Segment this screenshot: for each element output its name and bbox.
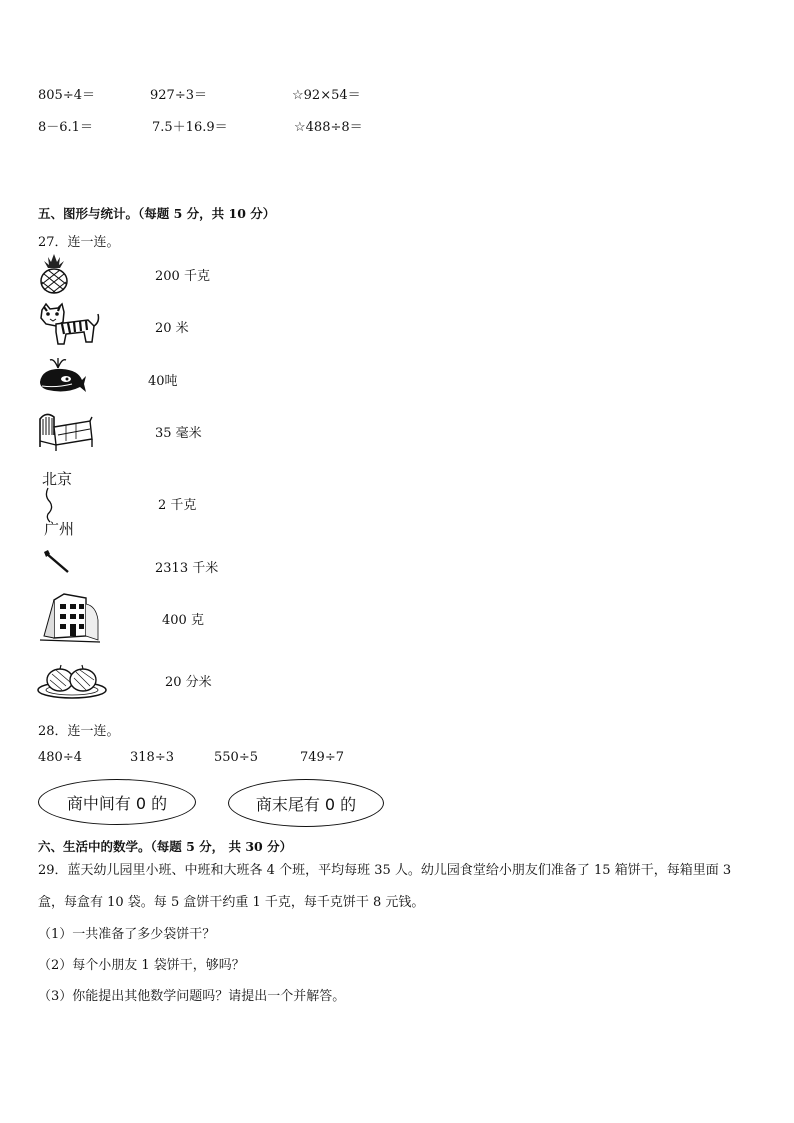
division-550-5: 550÷5 bbox=[214, 750, 258, 765]
oval-quotient-middle-zero[interactable] bbox=[38, 779, 196, 825]
calc-92-times-54: ☆92×54＝ bbox=[292, 88, 361, 103]
calc-805-div-4: 805÷4＝ bbox=[38, 88, 95, 103]
question-29-sub-2: （2）每个小朋友 1 袋饼干，够吗？ bbox=[38, 958, 245, 973]
unit-label-2: 20 米 bbox=[155, 321, 189, 336]
question-29-sub-1: （1）一共准备了多少袋饼干？ bbox=[38, 927, 216, 942]
section-5-header: 五、图形与统计。（每题 5 分，共 10 分） bbox=[38, 206, 276, 221]
question-29-line-2: 盒，每盒有 10 袋。每 5 盒饼干约重 1 千克，每千克饼干 8 元钱。 bbox=[38, 895, 425, 910]
map-label-beijing: 北京 bbox=[42, 470, 73, 488]
section-6-header: 六、生活中的数学。（每题 5 分， 共 30 分） bbox=[38, 839, 293, 854]
oval-quotient-end-zero-label: 商末尾有 0 的 bbox=[255, 794, 357, 814]
whale-icon bbox=[36, 354, 88, 394]
tiger-icon bbox=[36, 302, 102, 348]
map-route-icon bbox=[36, 462, 86, 540]
oval-quotient-end-zero[interactable] bbox=[228, 779, 384, 827]
building-icon bbox=[38, 590, 100, 644]
map-label-guangzhou: 广州 bbox=[44, 520, 75, 538]
unit-label-1: 200 千克 bbox=[155, 269, 210, 284]
calc-927-div-3: 927÷3＝ bbox=[150, 88, 207, 103]
pineapple-icon bbox=[36, 252, 72, 294]
question-29-line-1: 29．蓝天幼儿园里小班、中班和大班各 4 个班，平均每班 35 人。幼儿园食堂给小朋友们准备了 15 箱饼干，每箱里面 3 bbox=[38, 863, 732, 878]
unit-label-7: 400 克 bbox=[162, 613, 204, 628]
question-29-sub-3: （3）你能提出其他数学问题吗？请提出一个并解答。 bbox=[38, 989, 346, 1004]
unit-label-8: 20 分米 bbox=[165, 675, 212, 690]
calc-8-minus-6-1: 8－6.1＝ bbox=[38, 120, 93, 135]
bed-icon bbox=[36, 405, 96, 451]
question-27: 27．连一连。 bbox=[38, 235, 120, 250]
calc-7-5-plus-16-9: 7.5＋16.9＝ bbox=[152, 120, 228, 135]
unit-label-5: 2 千克 bbox=[158, 498, 197, 513]
division-318-3: 318÷3 bbox=[130, 750, 174, 765]
apples-plate-icon bbox=[36, 660, 108, 700]
division-480-4: 480÷4 bbox=[38, 750, 82, 765]
unit-label-4: 35 毫米 bbox=[155, 426, 202, 441]
unit-label-6: 2313 千米 bbox=[155, 561, 219, 576]
nail-icon bbox=[38, 548, 72, 576]
division-749-7: 749÷7 bbox=[300, 750, 344, 765]
unit-label-3: 40吨 bbox=[148, 374, 178, 389]
oval-quotient-middle-zero-label: 商中间有 0 的 bbox=[66, 793, 168, 813]
question-28: 28．连一连。 bbox=[38, 724, 120, 739]
calc-488-div-8: ☆488÷8＝ bbox=[294, 120, 363, 135]
